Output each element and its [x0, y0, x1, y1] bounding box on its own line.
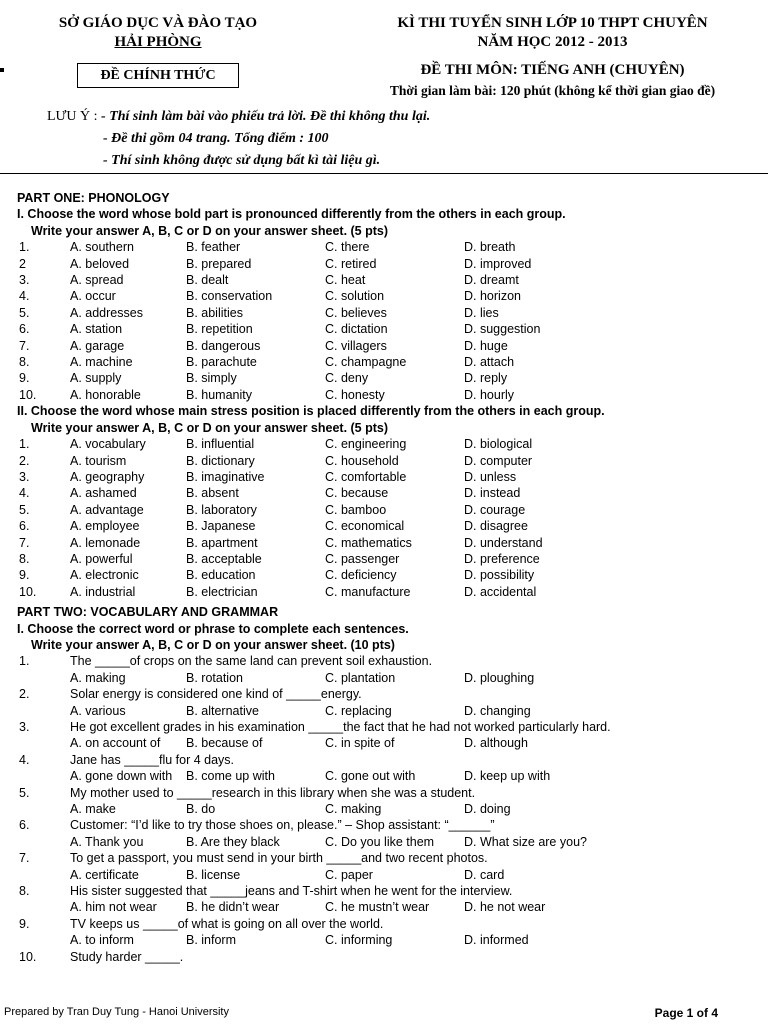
part-one-title: PART ONE: PHONOLOGY: [17, 191, 170, 205]
question-item: [17, 469, 757, 485]
option-b: B. influential: [186, 437, 255, 452]
option-a: A. on account of: [70, 736, 161, 751]
option-b: B. parachute: [186, 355, 257, 370]
option-c: C. there: [325, 240, 370, 255]
question-item: [17, 518, 757, 534]
question-stem: Jane has _____flu for 4 days.: [70, 752, 235, 767]
question-number: 1.: [19, 437, 30, 452]
option-d: D. improved: [464, 256, 532, 271]
option-b: B. feather: [186, 240, 241, 255]
option-a: A. powerful: [70, 551, 133, 566]
option-d: D. ploughing: [464, 670, 535, 685]
question-item: [17, 719, 757, 735]
option-b: B. inform: [186, 933, 237, 948]
option-c: C. believes: [325, 305, 387, 320]
option-a: A. electronic: [70, 568, 139, 583]
option-c: C. in spite of: [325, 736, 395, 751]
section-instruction: I. Choose the word whose bold part is pronounced differently from the others in each group.: [17, 207, 566, 222]
header-divider: [0, 173, 768, 174]
option-b: B. come up with: [186, 769, 275, 784]
question-stem: He got excellent grades in his examination _____the fact that he had not worked particularly hard.: [70, 720, 611, 734]
question-item: [17, 653, 757, 669]
footer-credit: Prepared by Tran Duy Tung - Hanoi University: [4, 1006, 229, 1018]
option-b: B. license: [186, 867, 241, 882]
option-a: A. honorable: [70, 387, 141, 402]
option-a: A. lemonade: [70, 535, 141, 550]
option-d: D. courage: [464, 502, 526, 517]
option-c: C. mathematics: [325, 535, 412, 550]
option-d: D. disagree: [464, 519, 528, 534]
option-b: B. absent: [186, 486, 239, 501]
option-d: D. hourly: [464, 387, 515, 402]
option-d: D. computer: [464, 453, 533, 468]
question-stem: My mother used to _____research in this library when she was a student.: [70, 785, 476, 800]
option-c: C. champagne: [325, 355, 407, 370]
option-a: A. supply: [70, 371, 122, 386]
question-number: 2.: [19, 687, 30, 702]
option-c: C. making: [325, 802, 382, 817]
exam-subject: ĐỀ THI MÔN: TIẾNG ANH (CHUYÊN): [420, 62, 685, 78]
question-number: 9.: [19, 916, 30, 931]
question-item: [17, 502, 757, 518]
option-a: A. machine: [70, 355, 133, 370]
question-options: [17, 899, 757, 915]
question-number: 4.: [19, 486, 30, 501]
grammar-list: [17, 653, 757, 948]
option-b: B. rotation: [186, 670, 243, 685]
option-d: D. card: [464, 867, 505, 882]
option-b: B. Japanese: [186, 519, 256, 534]
question-number: 3.: [19, 469, 30, 484]
option-b: B. dealt: [186, 273, 229, 288]
question-item: [17, 387, 757, 403]
option-c: C. household: [325, 453, 399, 468]
option-b: B. imaginative: [186, 469, 265, 484]
option-b: B. education: [186, 568, 256, 583]
note-line: - Thí sinh không được sử dụng bất kì tài liệu gì.: [103, 153, 381, 168]
question-number: 10.: [19, 949, 37, 964]
question-item: [17, 354, 757, 370]
option-b: B. simply: [186, 371, 237, 386]
question-number: 6.: [19, 322, 30, 337]
option-c: C. engineering: [325, 437, 407, 452]
option-d: D. suggestion: [464, 322, 541, 337]
option-d: D. accidental: [464, 584, 537, 599]
question-item: [17, 288, 757, 304]
section-subinstruction: Write your answer A, B, C or D on your answer sheet. (10 pts): [31, 637, 395, 652]
option-c: C. heat: [325, 273, 366, 288]
exam-duration: Thời gian làm bài: 120 phút (không kể thời gian giao đề): [389, 83, 716, 98]
notes-label: LƯU Ý :: [47, 109, 98, 124]
option-d: D. lies: [464, 305, 499, 320]
option-d: D. he not wear: [464, 900, 546, 915]
option-c: C. he mustn’t wear: [325, 900, 430, 915]
option-b: B. alternative: [186, 703, 259, 718]
question-options: [17, 670, 757, 686]
question-item: [17, 338, 757, 354]
option-a: A. spread: [70, 273, 124, 288]
question-item: [17, 272, 757, 288]
question-number: 1.: [19, 240, 30, 255]
question-item: [17, 321, 757, 337]
option-c: C. villagers: [325, 338, 387, 353]
question-stem: Customer: “I’d like to try those shoes on, please.” – Shop assistant: “______”: [70, 818, 495, 833]
question-number: 5.: [19, 502, 30, 517]
option-c: C. gone out with: [325, 769, 416, 784]
question-stem: TV keeps us _____of what is going on all over the world.: [70, 916, 384, 931]
option-a: A. occur: [70, 289, 116, 304]
option-b: B. because of: [186, 736, 263, 751]
option-a: A. vocabulary: [70, 437, 146, 452]
question-number: 8.: [19, 355, 30, 370]
question-options: [17, 834, 757, 850]
question-number: 9.: [19, 568, 30, 583]
question-number: 7.: [19, 851, 30, 866]
question-item: [17, 817, 757, 833]
question-item: [17, 485, 757, 501]
option-a: A. making: [70, 670, 126, 685]
option-a: A. industrial: [70, 584, 136, 599]
question-stem: His sister suggested that _____jeans and T-shirt when he went for the interview.: [70, 884, 513, 899]
option-a: A. make: [70, 802, 116, 817]
question-item: [17, 436, 757, 452]
option-d: D. understand: [464, 535, 543, 550]
question-number: 10.: [19, 387, 37, 402]
option-c: C. passenger: [325, 551, 400, 566]
phonology-list: [17, 239, 757, 403]
question-item: [17, 584, 757, 600]
option-b: B. repetition: [186, 322, 253, 337]
option-d: D. attach: [464, 355, 515, 370]
question-options: [17, 932, 757, 948]
option-a: A. various: [70, 703, 126, 718]
question-number: 2: [19, 256, 26, 271]
option-b: B. electrician: [186, 584, 258, 599]
option-d: D. What size are you?: [464, 834, 587, 849]
question-number: 3.: [19, 273, 30, 288]
option-c: C. retired: [325, 256, 377, 271]
option-d: D. biological: [464, 437, 533, 452]
question-number: 8.: [19, 551, 30, 566]
option-b: B. apartment: [186, 535, 258, 550]
option-c: C. honesty: [325, 387, 385, 402]
school-year: NĂM HỌC 2012 - 2013: [477, 34, 628, 50]
question-number: 4.: [19, 752, 30, 767]
option-a: A. to inform: [70, 933, 134, 948]
option-d: D. informed: [464, 933, 529, 948]
question-number: 5.: [19, 785, 30, 800]
question-stem: To get a passport, you must send in your birth _____and two recent photos.: [70, 851, 488, 866]
department-block: [58, 14, 258, 52]
option-b: B. abilities: [186, 305, 243, 320]
section-instruction: I. Choose the correct word or phrase to complete each sentences.: [17, 621, 409, 636]
question-item: [17, 686, 757, 702]
question-item: [17, 535, 757, 551]
option-b: B. Are they black: [186, 834, 280, 849]
question-item: [17, 850, 757, 866]
option-b: B. he didn’t wear: [186, 900, 280, 915]
question-item: [17, 916, 757, 932]
question-stem: The _____of crops on the same land can prevent soil exhaustion.: [70, 654, 433, 669]
option-c: C. manufacture: [325, 584, 411, 599]
option-b: B. prepared: [186, 256, 252, 271]
option-d: D. changing: [464, 703, 531, 718]
option-a: A. employee: [70, 519, 140, 534]
option-a: A. Thank you: [70, 834, 144, 849]
option-d: D. reply: [464, 371, 508, 386]
note-line: - Thí sinh làm bài vào phiếu trả lời. Đề thi không thu lại.: [101, 109, 431, 124]
option-b: B. do: [186, 802, 216, 817]
option-a: A. him not wear: [70, 900, 157, 915]
stress-list: [17, 436, 757, 600]
question-item: [17, 551, 757, 567]
note-line: - Đề thi gồm 04 trang. Tổng điểm : 100: [103, 131, 329, 146]
option-c: C. paper: [325, 867, 373, 882]
option-c: C. deny: [325, 371, 369, 386]
option-c: C. plantation: [325, 670, 396, 685]
exam-title-block: [360, 14, 745, 52]
option-a: A. tourism: [70, 453, 127, 468]
question-number: 3.: [19, 720, 30, 734]
question-item: [17, 453, 757, 469]
option-a: A. ashamed: [70, 486, 137, 501]
question-item: [17, 370, 757, 386]
section-subinstruction: Write your answer A, B, C or D on your answer sheet. (5 pts): [31, 223, 389, 238]
section-subinstruction: Write your answer A, B, C or D on your answer sheet. (5 pts): [31, 420, 389, 435]
option-c: C. economical: [325, 519, 405, 534]
question-number: 6.: [19, 818, 30, 833]
question-number: 5.: [19, 305, 30, 320]
department-name: SỞ GIÁO DỤC VÀ ĐÀO TẠO: [58, 15, 258, 31]
city-name: HẢI PHÒNG: [114, 34, 202, 50]
page-number: Page 1 of 4: [654, 1006, 718, 1020]
question-number: 7.: [19, 338, 30, 353]
option-a: A. southern: [70, 240, 134, 255]
question-item: [17, 949, 757, 965]
option-b: B. dangerous: [186, 338, 261, 353]
option-b: B. laboratory: [186, 502, 257, 517]
question-number: 7.: [19, 535, 30, 550]
question-options: [17, 801, 757, 817]
option-a: A. gone down with: [70, 769, 173, 784]
exam-notes: [47, 106, 430, 172]
option-b: B. acceptable: [186, 551, 262, 566]
option-c: C. deficiency: [325, 568, 397, 583]
option-c: C. bamboo: [325, 502, 387, 517]
option-d: D. huge: [464, 338, 508, 353]
question-number: 6.: [19, 519, 30, 534]
option-b: B. dictionary: [186, 453, 255, 468]
question-item: [17, 785, 757, 801]
option-d: D. preference: [464, 551, 540, 566]
option-a: A. certificate: [70, 867, 139, 882]
question-options: [17, 735, 757, 751]
option-d: D. instead: [464, 486, 521, 501]
option-a: A. advantage: [70, 502, 144, 517]
question-number: 9.: [19, 371, 30, 386]
option-c: C. dictation: [325, 322, 388, 337]
option-b: B. conservation: [186, 289, 273, 304]
question-item: [17, 752, 757, 768]
question-options: [17, 867, 757, 883]
option-d: D. keep up with: [464, 769, 551, 784]
option-d: D. breath: [464, 240, 516, 255]
question-number: 1.: [19, 654, 30, 669]
question-number: 10.: [19, 584, 37, 599]
question-number: 2.: [19, 453, 30, 468]
option-c: C. replacing: [325, 703, 392, 718]
option-c: C. solution: [325, 289, 385, 304]
option-d: D. horizon: [464, 289, 521, 304]
exam-body: [17, 188, 757, 965]
question-item: [17, 305, 757, 321]
question-stem: Solar energy is considered one kind of _____energy.: [70, 687, 362, 702]
question-options: [17, 768, 757, 784]
option-d: D. possibility: [464, 568, 535, 583]
question-number: 4.: [19, 289, 30, 304]
question-stem: Study harder _____.: [70, 949, 184, 964]
option-c: C. informing: [325, 933, 393, 948]
option-a: A. addresses: [70, 305, 143, 320]
question-item: [17, 239, 757, 255]
option-c: C. Do you like them: [325, 834, 435, 849]
exam-title: KÌ THI TUYỂN SINH LỚP 10 THPT CHUYÊN: [397, 15, 708, 31]
option-a: A. geography: [70, 469, 145, 484]
question-item: [17, 883, 757, 899]
option-d: D. doing: [464, 802, 511, 817]
question-options: [17, 703, 757, 719]
option-a: A. station: [70, 322, 123, 337]
option-d: D. although: [464, 736, 528, 751]
option-c: C. comfortable: [325, 469, 407, 484]
option-b: B. humanity: [186, 387, 253, 402]
part-two-title: PART TWO: VOCABULARY AND GRAMMAR: [17, 605, 279, 620]
question-item: [17, 256, 757, 272]
option-c: C. because: [325, 486, 389, 501]
option-a: A. garage: [70, 338, 125, 353]
section-instruction: II. Choose the word whose main stress position is placed differently from the others in each group.: [17, 404, 605, 419]
question-number: 8.: [19, 884, 30, 899]
option-a: A. beloved: [70, 256, 130, 271]
question-item: [17, 567, 757, 583]
option-d: D. dreamt: [464, 273, 519, 288]
option-d: D. unless: [464, 469, 517, 484]
official-label: ĐỀ CHÍNH THỨC: [77, 63, 239, 88]
